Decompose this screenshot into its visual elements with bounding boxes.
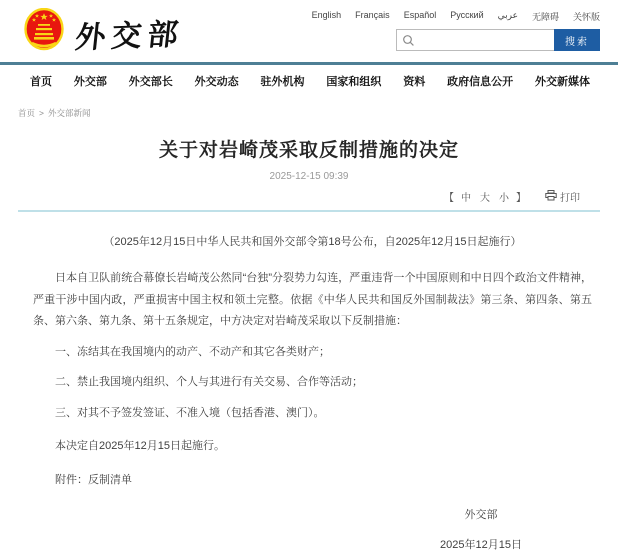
print-button[interactable] (545, 189, 580, 204)
national-emblem-icon (24, 8, 64, 57)
nav-item-overseas-missions[interactable]: 驻外机构 (260, 76, 305, 88)
measure-item-1: 一、冻结其在我国境内的动产、不动产和其它各类财产； (55, 345, 330, 358)
lang-care-version[interactable]: 关怀版 (572, 12, 600, 22)
font-size-small-button[interactable]: 小 (499, 193, 509, 204)
article-tools (0, 189, 618, 204)
nav-item-countries-orgs[interactable]: 国家和组织 (326, 76, 382, 88)
nav-item-materials[interactable]: 资料 (403, 76, 426, 88)
signature-date: 2025年12月15日 (440, 539, 522, 552)
nav-item-new-media[interactable]: 外交新媒体 (535, 76, 590, 88)
header-right (312, 8, 600, 51)
search-box (396, 29, 554, 51)
search-row (396, 29, 600, 51)
signature-org: 外交部 (464, 508, 498, 521)
lang-russian[interactable]: Русский (450, 10, 484, 20)
decree-line: （2025年12月15日中华人民共和国外交部令第18号公布，自2025年12月15日起施行） (103, 236, 522, 248)
effective-date-line: 本决定自2025年12月15日起施行。 (55, 440, 225, 453)
brand[interactable] (24, 8, 184, 57)
breadcrumb-separator: > (39, 108, 44, 118)
publish-datetime: 2025-12-15 09:39 (269, 171, 349, 182)
breadcrumb-current[interactable]: 外交部新闻 (47, 108, 91, 118)
lang-arabic[interactable]: عربي (497, 10, 518, 20)
nav-item-home[interactable]: 首页 (30, 76, 52, 88)
site-header (0, 0, 618, 62)
attachment-line: 附件：反制清单 (55, 473, 132, 486)
font-size-medium-button[interactable]: 中 (461, 193, 471, 204)
page-title: 关于对岩崎茂采取反制措施的决定 (158, 140, 459, 161)
lang-spanish[interactable]: Español (403, 10, 437, 20)
font-size-large-button[interactable]: 大 (480, 193, 490, 204)
lang-english[interactable]: English (311, 10, 342, 20)
nav-item-foreign-minister[interactable]: 外交部长 (128, 76, 173, 88)
lang-accessibility[interactable]: 无障碍 (531, 12, 559, 22)
printer-icon (545, 190, 557, 204)
nav-item-mfa[interactable]: 外交部 (73, 76, 107, 88)
article (0, 135, 618, 557)
article-body (0, 212, 618, 557)
search-button[interactable]: 搜索 (554, 29, 600, 51)
measure-item-3: 三、对其不予签发签证、不准入境（包括香港、澳门）。 (55, 406, 325, 419)
lang-french[interactable]: Français (355, 10, 390, 20)
breadcrumb-home[interactable]: 首页 (18, 108, 36, 118)
nav-item-gov-info[interactable]: 政府信息公开 (447, 76, 514, 88)
language-links (312, 10, 600, 23)
bracket-open: 【 (444, 193, 454, 204)
signature-block (33, 505, 592, 557)
nav-item-diplomatic-news[interactable]: 外交动态 (194, 76, 239, 88)
main-nav (0, 62, 618, 98)
intro-paragraph: 日本自卫队前统合幕僚长岩崎茂公然同“台独”分裂势力勾连，严重违背一个中国原则和中日四个政治文件精神，严重干涉中国内政，严重损害中国主权和领土完整。依据《中华人民共和国反外国制裁法》第三条、第四条、第五条、第六条、第九条、第十五条规定，中方决定对岩崎茂采取以下反制措施： (33, 272, 592, 328)
print-label: 打印 (560, 193, 580, 204)
measure-item-2: 二、禁止我国境内组织、个人与其进行有关交易、合作等活动； (55, 376, 363, 389)
search-input[interactable] (397, 31, 554, 51)
breadcrumb (0, 98, 618, 119)
calligraphy-logo: 外交部 (73, 16, 186, 56)
bracket-close: 】 (516, 193, 526, 204)
